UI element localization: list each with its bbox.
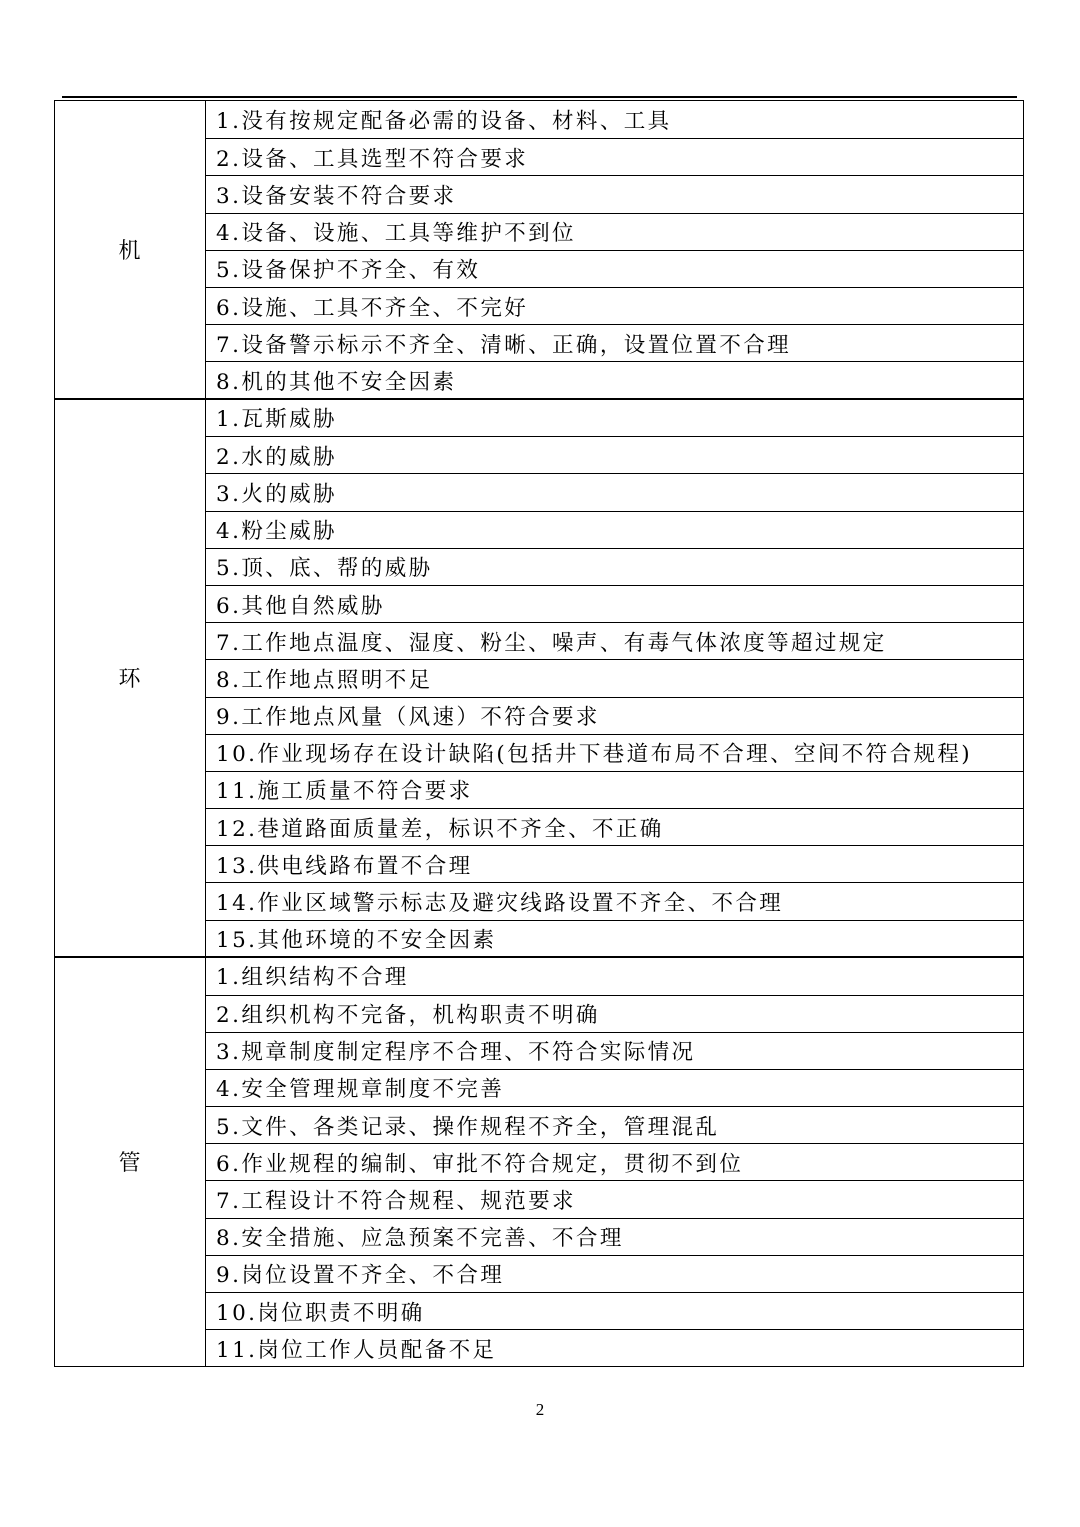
category-cell: 机	[55, 101, 206, 399]
item-row: 8.安全措施、应急预案不完善、不合理	[206, 1218, 1023, 1255]
section-machine	[54, 100, 1024, 400]
item-row: 1.组织结构不合理	[216, 965, 409, 991]
top-rule	[62, 96, 1017, 98]
item-row: 3.火的威胁	[206, 473, 1023, 510]
section-environment	[54, 398, 1024, 958]
item-row: 5.顶、底、帮的威胁	[206, 548, 1023, 585]
item-row: 4.设备、设施、工具等维护不到位	[206, 213, 1023, 250]
item-row: 14.作业区域警示标志及避灾线路设置不齐全、不合理	[206, 882, 1023, 919]
item-list	[206, 957, 1023, 1366]
item-row: 8.工作地点照明不足	[206, 659, 1023, 696]
page-number: 2	[535, 1400, 545, 1419]
item-row: 2.水的威胁	[206, 436, 1023, 473]
item-row: 1.瓦斯威胁	[216, 407, 337, 433]
item-row: 1.没有按规定配备必需的设备、材料、工具	[216, 109, 672, 135]
item-row: 8.机的其他不安全因素	[206, 361, 1023, 398]
item-row: 10.作业现场存在设计缺陷(包括井下巷道布局不合理、空间不符合规程)	[206, 734, 1023, 771]
item-row: 4.粉尘威胁	[206, 511, 1023, 548]
item-list	[206, 101, 1023, 399]
item-row: 2.组织机构不完备，机构职责不明确	[206, 995, 1023, 1032]
item-list	[206, 399, 1023, 957]
item-row: 2.设备、工具选型不符合要求	[206, 138, 1023, 175]
item-row: 11.岗位工作人员配备不足	[206, 1329, 1023, 1366]
item-row: 7.设备警示标示不齐全、清晰、正确，设置位置不合理	[206, 324, 1023, 361]
section-management	[54, 956, 1024, 1367]
item-row: 6.作业规程的编制、审批不符合规定，贯彻不到位	[206, 1143, 1023, 1180]
item-row: 11.施工质量不符合要求	[206, 771, 1023, 808]
item-row: 6.其他自然威胁	[206, 585, 1023, 622]
item-row: 13.供电线路布置不合理	[206, 845, 1023, 882]
risk-factor-table	[54, 100, 1024, 1367]
item-row: 9.岗位设置不齐全、不合理	[206, 1255, 1023, 1292]
item-row: 15.其他环境的不安全因素	[206, 920, 1023, 957]
category-cell: 环	[55, 399, 206, 957]
item-row: 7.工作地点温度、湿度、粉尘、噪声、有毒气体浓度等超过规定	[206, 622, 1023, 659]
item-row: 4.安全管理规章制度不完善	[206, 1069, 1023, 1106]
item-row: 5.文件、各类记录、操作规程不齐全，管理混乱	[206, 1106, 1023, 1143]
item-row: 5.设备保护不齐全、有效	[206, 250, 1023, 287]
item-row: 12.巷道路面质量差，标识不齐全、不正确	[206, 808, 1023, 845]
item-row: 3.设备安装不符合要求	[206, 175, 1023, 212]
item-row: 3.规章制度制定程序不合理、不符合实际情况	[206, 1032, 1023, 1069]
category-cell: 管	[55, 957, 206, 1366]
item-row: 7.工程设计不符合规程、规范要求	[206, 1180, 1023, 1217]
item-row: 6.设施、工具不齐全、不完好	[206, 287, 1023, 324]
item-row: 9.工作地点风量（风速）不符合要求	[206, 697, 1023, 734]
item-row: 10.岗位职责不明确	[206, 1292, 1023, 1329]
